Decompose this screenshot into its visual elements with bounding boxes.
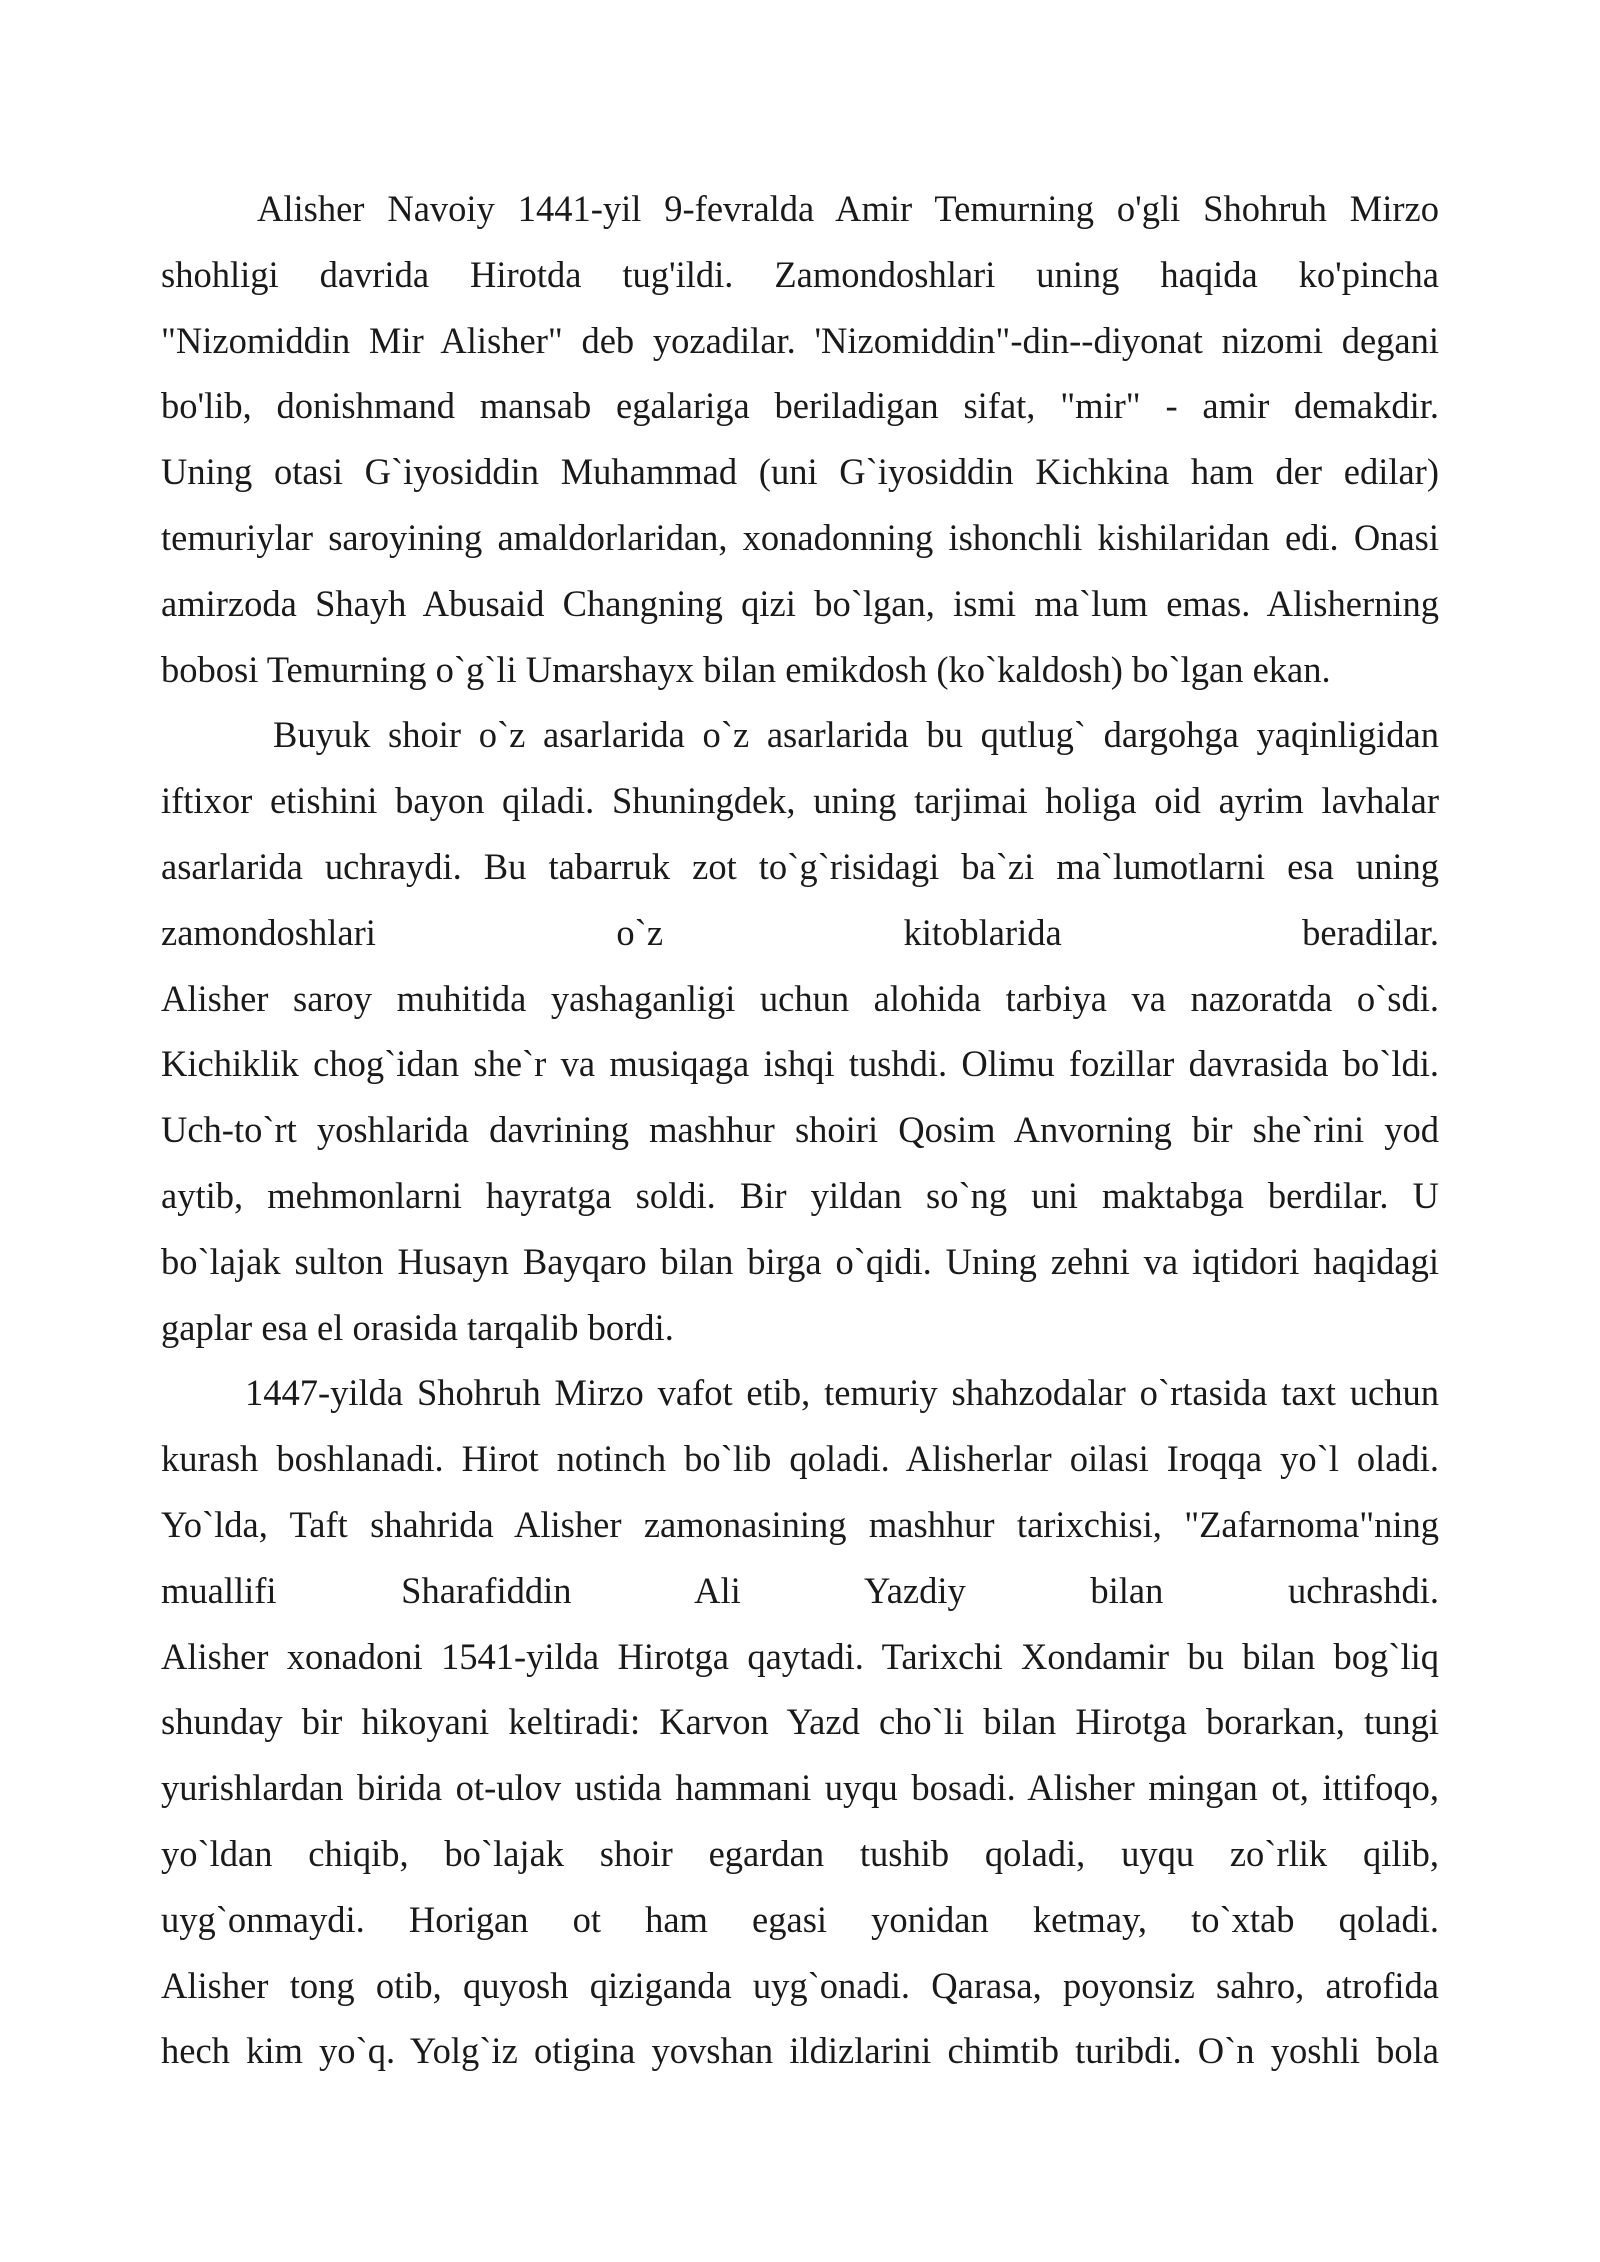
text-line-content: Buyuk shoir o`z asarlarida o`z asarlarida bu qutlug` dargohga yaqinligidan [273,714,1439,756]
text-line-content: bo'lib, donishmand mansab egalariga beriladigan sifat, "mir" - amir demakdir. [161,385,1439,427]
text-line [161,1106,1439,1172]
text-line [161,777,1439,843]
text-line-content: bo`lajak sulton Husayn Bayqaro bilan birga o`qidi. Uning zehni va iqtidori haqidagi [161,1240,1439,1282]
text-line [161,185,1439,251]
text-line-content: gaplar esa el orasida tarqalib bordi. [161,1306,674,1348]
text-line-content: zamondoshlari o`z kitoblarida beradilar. [161,911,1439,953]
text-line-content: asarlarida uchraydi. Bu tabarruk zot to`g`risidagi ba`zi ma`lumotlarni esa uning [161,845,1439,887]
text-line-content: shunday bir hikoyani keltiradi: Karvon Yazd cho`li bilan Hirotga borarkan, tungi [161,1701,1439,1743]
text-line [161,1567,1439,1633]
text-line [161,382,1439,448]
text-line-content: Alisher Navoiy 1441-yil 9-fevralda Amir Temurning o'gli Shohruh Mirzo [257,188,1439,229]
text-line [161,975,1439,1041]
text-line [161,514,1439,580]
text-line-content: iftixor etishini bayon qiladi. Shuningdek, uning tarjimai holiga oid ayrim lavhalar [161,780,1439,822]
text-line-content: bobosi Temurning o`g`li Umarshayx bilan emikdosh (ko`kaldosh) bo`lgan ekan. [161,648,1331,690]
text-line-content: Uning otasi G`iyosiddin Muhammad (uni G`iyosiddin Kichkina ham der edilar) [161,451,1439,493]
text-line-content: Alisher saroy muhitida yashaganligi uchun alohida tarbiya va nazoratda o`sdi. [161,977,1439,1019]
document-body[interactable] [161,185,1439,2093]
text-line [161,1698,1439,1764]
text-line [161,646,1439,712]
text-line [161,1435,1439,1501]
text-line [161,1040,1439,1106]
text-line-content: "Nizomiddin Mir Alisher" deb yozadilar. 'Nizomiddin"-din--diyonat nizomi degani [161,319,1439,361]
text-line [161,1369,1439,1435]
text-line-content: 1447-yilda Shohruh Mirzo vafot etib, temuriy shahzodalar o`rtasida taxt uchun [245,1372,1439,1414]
text-line [161,251,1439,317]
text-line-content: Alisher xonadoni 1541-yilda Hirotga qaytadi. Tarixchi Xondamir bu bilan bog`liq [161,1635,1439,1677]
text-line [161,2027,1439,2093]
text-line-content: yo`ldan chiqib, bo`lajak shoir egardan tushib qoladi, uyqu zo`rlik qilib, [161,1832,1439,1874]
text-line-content: Kichiklik chog`idan she`r va musiqaga ishqi tushdi. Olimu fozillar davrasida bo`ldi. [161,1043,1439,1085]
text-line-content: kurash boshlanadi. Hirot notinch bo`lib qoladi. Alisherlar oilasi Iroqqa yo`l oladi. [161,1438,1439,1480]
text-line-content: aytib, mehmonlarni hayratga soldi. Bir yildan so`ng uni maktabga berdilar. U [161,1174,1439,1216]
text-line [161,1501,1439,1567]
text-line-content: hech kim yo`q. Yolg`iz otigina yovshan ildizlarini chimtib turibdi. O`n yoshli bola [161,2030,1439,2072]
text-line-content: muallifi Sharafiddin Ali Yazdiy bilan uchrashdi. [161,1569,1439,1611]
text-line-content: temuriylar saroyining amaldorlaridan, xonadonning ishonchli kishilaridan edi. Onasi [161,516,1439,558]
text-line [161,1238,1439,1304]
text-line [161,711,1439,777]
text-line-content: yurishlardan birida ot-ulov ustida hammani uyqu bosadi. Alisher mingan ot, ittifoqo, [161,1767,1439,1809]
text-line [161,909,1439,975]
text-line [161,1633,1439,1699]
text-line-content: shohligi davrida Hirotda tug'ildi. Zamondoshlari uning haqida ko'pincha [161,253,1439,295]
text-line [161,1962,1439,2028]
text-line [161,1764,1439,1830]
text-line-content: Alisher tong otib, quyosh qiziganda uyg`onadi. Qarasa, poyonsiz sahro, atrofida [161,1964,1439,2006]
text-line [161,1172,1439,1238]
text-line-content: amirzoda Shayh Abusaid Changning qizi bo`lgan, ismi ma`lum emas. Alisherning [161,582,1439,624]
text-line-content: uyg`onmaydi. Horigan ot ham egasi yonidan ketmay, to`xtab qoladi. [161,1898,1439,1940]
text-line [161,843,1439,909]
text-line-content: Uch-to`rt yoshlarida davrining mashhur shoiri Qosim Anvorning bir she`rini yod [161,1109,1439,1151]
text-line [161,1304,1439,1370]
text-line [161,317,1439,383]
text-line [161,448,1439,514]
text-line [161,1896,1439,1962]
text-line [161,1830,1439,1896]
text-line-content: Yo`lda, Taft shahrida Alisher zamonasining mashhur tarixchisi, "Zafarnoma"ning [161,1503,1439,1545]
text-line [161,580,1439,646]
